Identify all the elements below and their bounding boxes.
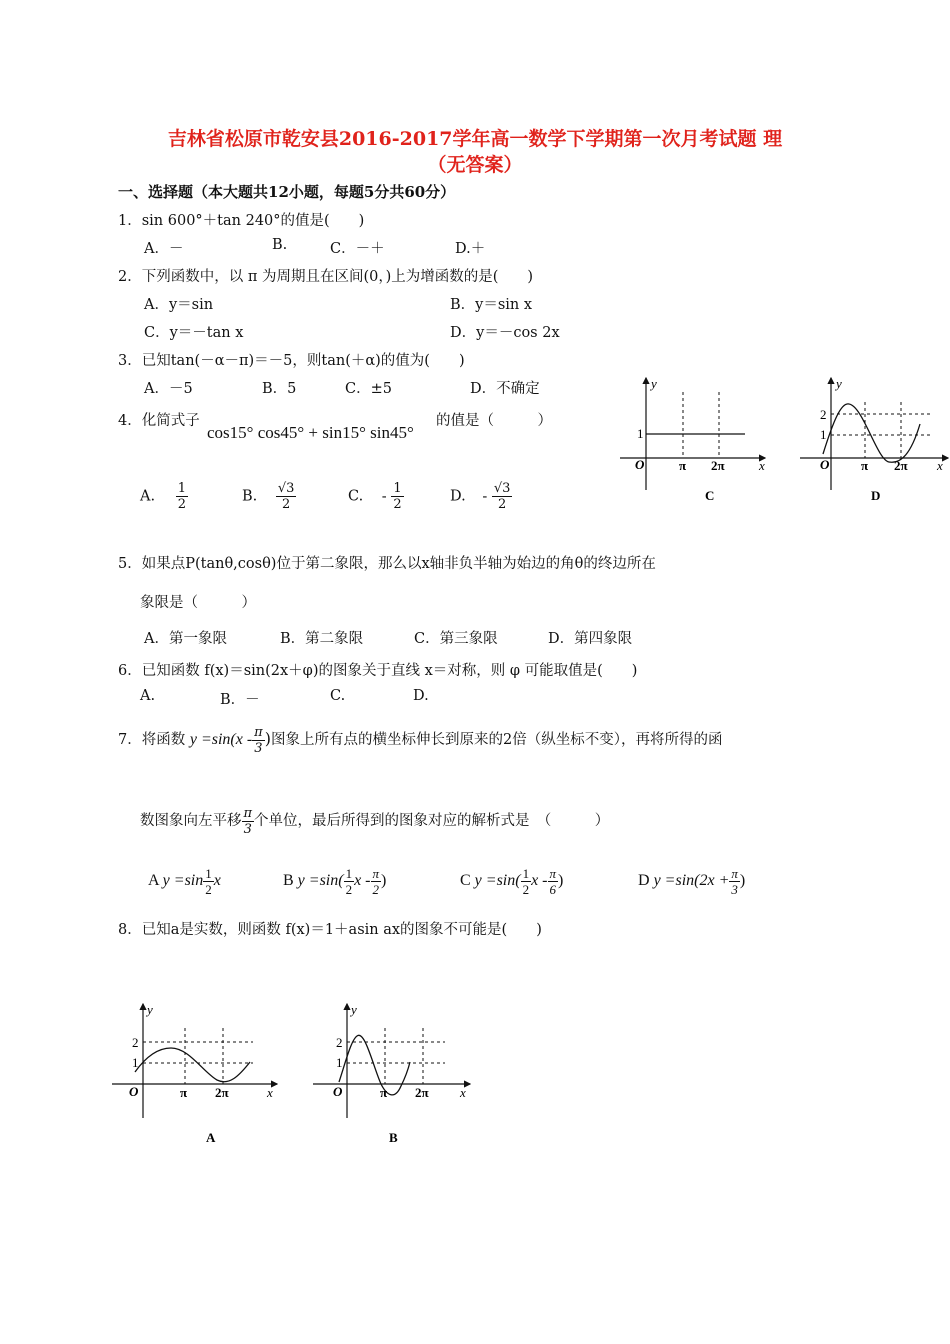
q5-stem2: 象限是（ ）: [140, 595, 256, 611]
q7-option-c-label: C: [460, 872, 471, 889]
origin-label: O: [333, 1084, 343, 1099]
frac-den: 2: [345, 881, 353, 897]
q7-option-a-frac: [203, 866, 214, 897]
graph-a: [112, 1002, 277, 1145]
frac-num: 1: [177, 481, 186, 496]
q3-stem: 3．已知tan(－α－π)＝－5，则tan(＋α)的值为( ): [118, 353, 465, 369]
q7-stem-prefix: 7．将函数: [118, 732, 186, 748]
tick-1: 1: [637, 426, 644, 441]
tick-1: 1: [820, 427, 827, 442]
frac-num: π: [254, 724, 263, 740]
q5-option-d: D．第四象限: [548, 631, 633, 647]
q7-option-b-pre: y =sin(: [297, 872, 344, 889]
q7-option-b: [283, 864, 386, 898]
frac-den: 2: [497, 497, 507, 512]
x-label: x: [460, 1085, 466, 1100]
graphs-cd: [615, 372, 950, 512]
q1-stem: 1．sin 600°＋tan 240°的值是( ): [118, 213, 365, 229]
q2-stem: 2．下列函数中，以 π 为周期且在区间(0，)上为增函数的是( ): [118, 269, 534, 285]
q4-option-c: [348, 481, 404, 512]
q7-option-d: [638, 864, 745, 898]
q7-option-d-post: ): [739, 872, 746, 889]
frac-num: √3: [277, 481, 295, 496]
q1-option-b: B.: [272, 237, 288, 253]
curve: [823, 404, 920, 462]
caption-c: C: [705, 488, 715, 503]
caption-d: D: [871, 488, 881, 503]
x-label: x: [759, 458, 765, 473]
q4-expression: cos15° cos45° + sin15° sin45°: [207, 423, 414, 442]
graph-c: [620, 376, 765, 503]
q5-option-b: B．第二象限: [280, 631, 364, 647]
q4-option-a-frac: [176, 481, 188, 512]
frac-num: 1: [205, 865, 212, 881]
q7-line2-prefix: 数图象向左平移: [140, 813, 242, 829]
frac-den: 2: [522, 881, 530, 897]
q3-option-c: C．±5: [345, 381, 392, 397]
frac-den: 3: [243, 821, 252, 837]
tick-pi: π: [380, 1085, 388, 1100]
q1-option-a: A．－: [144, 241, 184, 257]
doc-title-line2: （无答案）: [427, 154, 523, 176]
caption-a: A: [206, 1130, 216, 1145]
q7-option-b-mid: x -: [354, 872, 371, 889]
q4-option-b: [242, 481, 296, 512]
q7-option-d-frac: [729, 866, 740, 897]
tick-pi: π: [180, 1085, 188, 1100]
q4-option-d-frac: [492, 481, 513, 512]
q7-option-c-frac2: [548, 866, 559, 897]
frac-num: √3: [493, 481, 511, 496]
frac-den: 2: [282, 497, 291, 512]
y-label: y: [651, 376, 657, 391]
q5-stem: 5．如果点P(tanθ,cosθ)位于第二象限，那么以x轴非负半轴为始边的角θ的终边所在: [118, 556, 656, 572]
y-label: y: [147, 1002, 153, 1017]
q7-option-d-label: D: [638, 872, 650, 889]
q6-option-b: B．－: [220, 692, 260, 708]
q7-line2-suffix: 个单位，最后所得到的图象对应的解析式是 （ ）: [254, 813, 610, 829]
frac-den: 3: [254, 740, 263, 756]
y-label: y: [351, 1002, 357, 1017]
doc-title-line1: 吉林省松原市乾安县2016-2017学年高一数学下学期第一次月考试题 理: [167, 128, 783, 150]
q4-stem-prefix: 4．化简式子: [118, 413, 200, 429]
x-label: x: [267, 1085, 273, 1100]
q7-stem-suffix: 图象上所有点的横坐标伸长到原来的2倍（纵坐标不变），再将所得的函: [270, 732, 723, 748]
tick-2: 2: [132, 1035, 139, 1050]
q3-option-b: B．5: [262, 381, 297, 397]
tick-2pi: 2π: [894, 458, 908, 473]
frac-num: π: [243, 805, 253, 821]
frac-den: 2: [177, 497, 186, 512]
q7-option-c-post: ): [558, 872, 564, 889]
q7-option-c-frac1: [521, 866, 532, 897]
q7-option-a-label: A: [148, 872, 159, 889]
q7-option-a-post: x: [213, 872, 221, 889]
q6-option-c: C.: [330, 688, 346, 704]
q7-function: y =sin(x -: [189, 731, 253, 748]
q7-option-c-pre: y =sin(: [474, 872, 521, 889]
tick-2pi: 2π: [215, 1085, 229, 1100]
frac-den: 6: [549, 881, 557, 897]
q7-line1: [118, 722, 722, 757]
q4-stem-suffix: 的值是（ ）: [436, 413, 552, 429]
frac-num: π: [731, 865, 738, 881]
q7-option-c: [460, 864, 563, 898]
q7-option-a-pre: y =sin: [162, 872, 204, 889]
q2-option-d: D．y＝－cos 2x: [450, 325, 560, 341]
tick-1: 1: [336, 1055, 343, 1070]
curve: [339, 1035, 410, 1095]
frac-num: 1: [522, 865, 530, 881]
frac-den: 2: [205, 881, 212, 897]
tick-2pi: 2π: [415, 1085, 429, 1100]
tick-2: 2: [820, 407, 827, 422]
y-label: y: [836, 376, 842, 391]
q4-option-d: [450, 481, 512, 512]
q7-line2: [140, 804, 609, 838]
q6-option-a: A.: [140, 688, 156, 704]
tick-2pi: 2π: [711, 458, 725, 473]
q1-option-c: C．－＋: [330, 241, 385, 257]
graph-b: [313, 1002, 470, 1145]
q8-stem: 8．已知a是实数，则函数 f(x)＝1＋asin ax的图象不可能是( ): [118, 922, 542, 938]
graphs-ab: [105, 1000, 485, 1150]
section-heading: 一、选择题（本大题共12小题，每题5分共60分）: [118, 183, 456, 201]
q4-option-c-frac: [391, 481, 403, 512]
q3-option-d: D．不确定: [470, 381, 540, 397]
tick-2: 2: [336, 1035, 343, 1050]
frac-den: 2: [393, 497, 402, 512]
q7-option-d-pre: y =sin(2x +: [653, 872, 730, 889]
graph-d: [800, 376, 948, 503]
frac-num: 1: [345, 865, 353, 881]
q4-option-c-label: C.: [348, 488, 364, 505]
q6-option-d: D.: [413, 688, 429, 704]
x-label: x: [937, 458, 943, 473]
q7-shift-frac: [242, 806, 255, 837]
tick-pi: π: [679, 458, 687, 473]
origin-label: O: [820, 457, 830, 472]
frac-den: 3: [731, 881, 738, 897]
q3-option-a: A．－5: [144, 381, 193, 397]
q4-option-c-sign: -: [381, 488, 387, 505]
q2-option-a: A．y＝sin: [144, 297, 214, 313]
q5-option-a: A．第一象限: [144, 631, 227, 647]
frac-num: π: [372, 865, 380, 881]
q4-option-b-label: B.: [242, 488, 258, 505]
frac-num: 1: [393, 481, 402, 496]
q4-option-b-frac: [276, 481, 297, 512]
q4-option-a: [140, 481, 188, 512]
q7-function-frac: [252, 725, 265, 756]
q7-option-c-mid: x -: [531, 872, 548, 889]
q2-option-c: C．y＝－tan x: [144, 325, 244, 341]
caption-b: B: [389, 1130, 398, 1145]
q4-option-a-label: A.: [140, 488, 156, 505]
q2-option-b: B．y＝sin x: [450, 297, 533, 313]
tick-1: 1: [132, 1055, 139, 1070]
q5-option-c: C．第三象限: [414, 631, 498, 647]
frac-num: π: [549, 865, 557, 881]
q7-option-b-frac1: [344, 866, 355, 897]
q7-function-close: ): [264, 729, 271, 748]
curve: [135, 1048, 250, 1082]
origin-label: O: [635, 457, 645, 472]
q7-option-a: [148, 864, 221, 898]
frac-den: 2: [372, 881, 380, 897]
q7-option-b-post: ): [381, 872, 387, 889]
q7-option-b-label: B: [283, 872, 294, 889]
tick-pi: π: [861, 458, 869, 473]
q4-option-d-label: D.: [450, 488, 466, 505]
q1-option-d: D.＋: [455, 241, 486, 257]
q4-option-d-sign: -: [482, 488, 488, 505]
origin-label: O: [129, 1084, 139, 1099]
q7-option-b-frac2: [371, 866, 382, 897]
q6-stem: 6．已知函数 f(x)＝sin(2x＋φ)的图象关于直线 x＝对称，则 φ 可能取值是( ): [118, 663, 638, 679]
